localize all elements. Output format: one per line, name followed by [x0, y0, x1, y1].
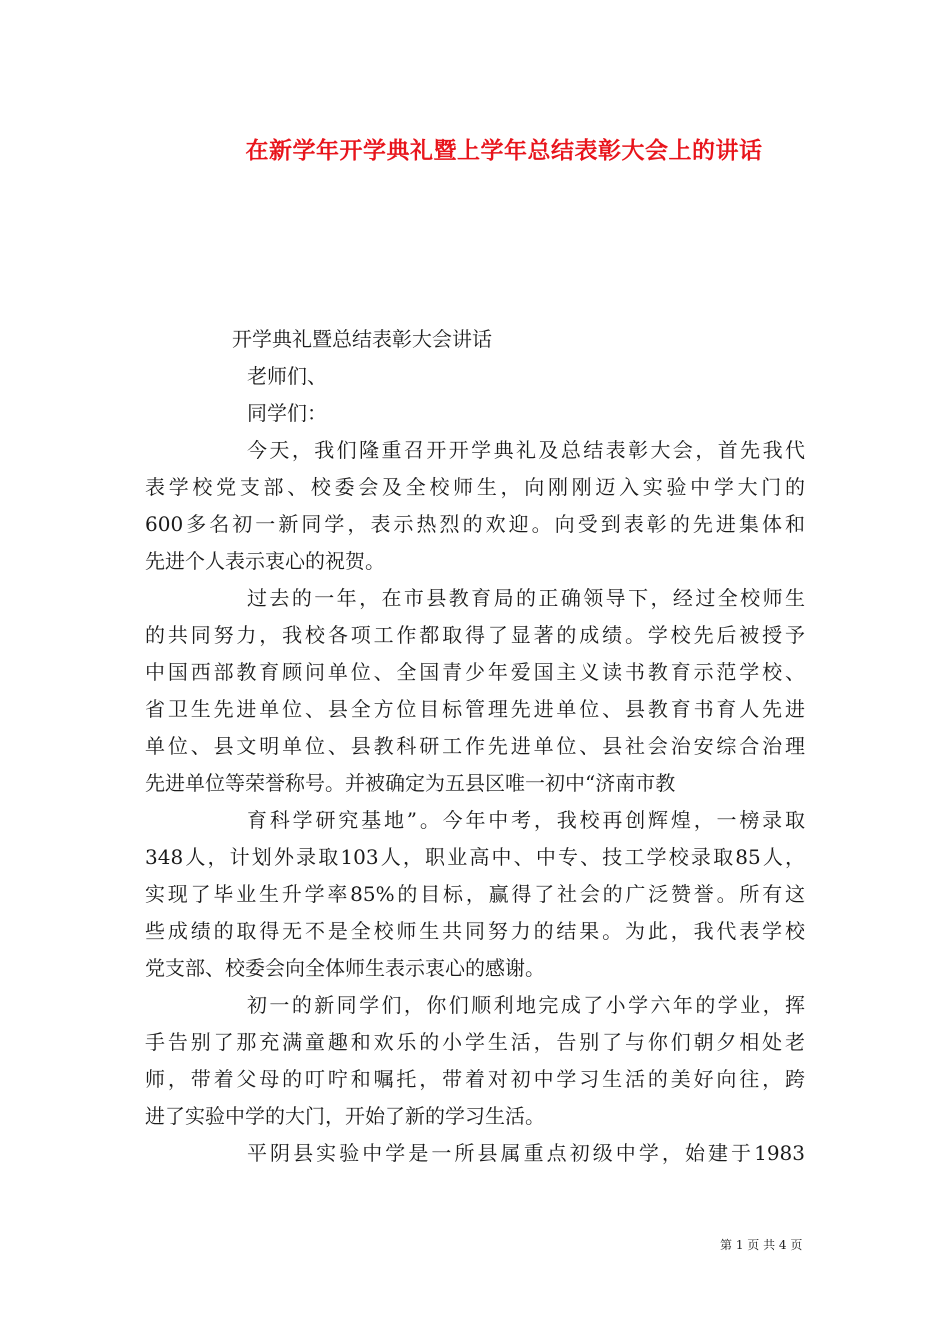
paragraph-line: 600多名初一新同学，表示热烈的欢迎。向受到表彰的先进集体和: [145, 512, 805, 536]
paragraph-line: 平阴县实验中学是一所县属重点初级中学，始建于1983: [247, 1141, 805, 1165]
paragraph-line: 育科学研究基地”。今年中考，我校再创辉煌，一榜录取: [247, 808, 805, 832]
paragraph-line: 先进个人表示衷心的祝贺。: [145, 549, 385, 573]
paragraph-line: 师，带着父母的叮咛和嘱托，带着对初中学习生活的美好向往，跨: [145, 1067, 805, 1091]
paragraph-line: 今天，我们隆重召开开学典礼及总结表彰大会，首先我代: [247, 438, 805, 462]
paragraph-line: 实现了毕业生升学率85%的目标，赢得了社会的广泛赞誉。所有这: [145, 882, 805, 906]
paragraph-line: 手告别了那充满童趣和欢乐的小学生活，告别了与你们朝夕相处老: [145, 1030, 805, 1054]
paragraph-line: 党支部、校委会向全体师生表示衷心的感谢。: [145, 956, 545, 980]
salutation-teachers: 老师们、: [247, 364, 327, 388]
paragraph-line: 过去的一年，在市县教育局的正确领导下，经过全校师生: [247, 586, 805, 610]
paragraph-line: 单位、县文明单位、县教科研工作先进单位、县社会治安综合治理: [145, 734, 805, 758]
paragraph-line: 先进单位等荣誉称号。并被确定为五县区唯一初中“济南市教: [145, 771, 676, 795]
paragraph-line: 的共同努力，我校各项工作都取得了显著的成绩。学校先后被授予: [145, 623, 805, 647]
paragraph-line: 省卫生先进单位、县全方位目标管理先进单位、县教育书育人先进: [145, 697, 805, 721]
document-title: 在新学年开学典礼暨上学年总结表彰大会上的讲话: [245, 138, 763, 164]
paragraph-line: 些成绩的取得无不是全校师生共同努力的结果。为此，我代表学校: [145, 919, 805, 943]
paragraph-line: 初一的新同学们，你们顺利地完成了小学六年的学业，挥: [247, 993, 805, 1017]
page-number: 第 1 页 共 4 页: [720, 1238, 803, 1252]
paragraph-line: 中国西部教育顾问单位、全国青少年爱国主义读书教育示范学校、: [145, 660, 805, 684]
paragraph-line: 348人，计划外录取103人，职业高中、中专、技工学校录取85人，: [145, 845, 805, 869]
salutation-students: 同学们：: [247, 401, 327, 425]
paragraph-line: 进了实验中学的大门，开始了新的学习生活。: [145, 1104, 545, 1128]
paragraph-line: 表学校党支部、校委会及全校师生，向刚刚迈入实验中学大门的: [145, 475, 805, 499]
speech-heading: 开学典礼暨总结表彰大会讲话: [232, 327, 492, 351]
